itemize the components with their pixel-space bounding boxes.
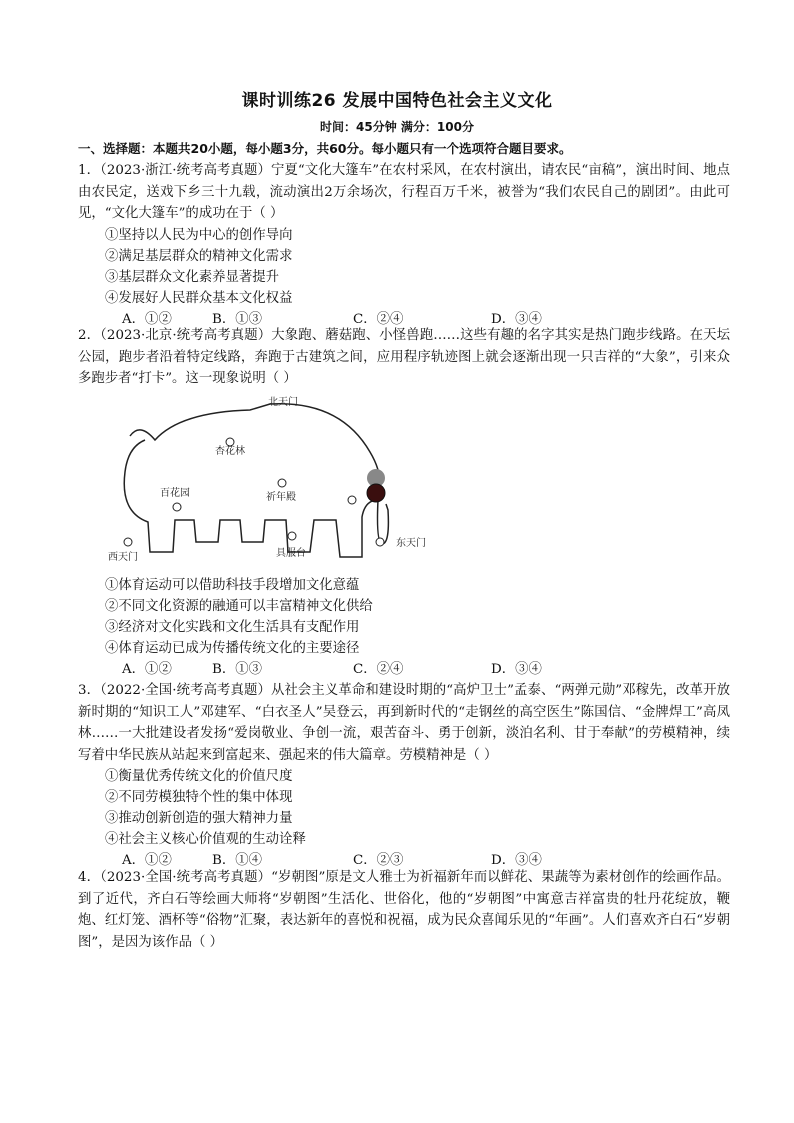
statement-option: ②不同劳模独特个性的集中体现: [105, 790, 293, 805]
exam-meta: 时间：45分钟 满分：100分: [320, 120, 474, 134]
choice-d[interactable]: D．③④: [491, 311, 542, 327]
statement-option: ①体育运动可以借助科技手段增加文化意蕴: [105, 578, 360, 593]
statement-option: ③基层群众文化素养显著提升: [105, 269, 280, 285]
question-3: [78, 680, 730, 872]
label-hundred-flower-garden: 百花园: [160, 488, 190, 499]
statement-option: ④社会主义核心价值观的生动诠释: [105, 832, 306, 847]
label-prayer-hall: 祈年殿: [266, 492, 296, 503]
label-west-gate: 西天门: [108, 552, 138, 563]
choice-b[interactable]: B．①③: [212, 311, 263, 327]
question-stem: 3．（2022·全国·统考高考真题）从社会主义革命和建设时期的“高炉卫士”孟泰、“两弹元勋”邓稼先，改革开放新时期的“知识工人”邓建军、“白衣圣人”吴登云，再到新时代的“走钢丝的高空医生”陈国信、“金牌焊工”高凤林……一大批建设者发扬“爱岗敬业、争创一流，艰苦奋斗、勇于创新，淡泊名利、甘于奉献”的劳模精神，续写着中华民族从站起来到富起来、强起来的伟大篇章。劳模精神是（ ）: [78, 683, 730, 763]
statement-option: ③经济对文化实践和文化生活具有支配作用: [105, 620, 360, 635]
choice-b[interactable]: B．①④: [212, 853, 263, 868]
statement-option: ②满足基层群众的精神文化需求: [105, 248, 293, 264]
location-dot: [348, 496, 356, 504]
location-dot: [376, 538, 384, 546]
question-stem: 1．（2023·浙江·统考高考真题）宁夏“文化大篷车”在农村采风，在农村演出，请农民“亩稿”，演出时间、地点由农民定，送戏下乡三十九载，流动演出2万余场次，行程百万千米，被誉为“我们农民自己的剧团”。由此可见，“文化大篷车”的成功在于（ ）: [78, 163, 730, 221]
location-dot: [288, 532, 296, 540]
statement-option: ③推动创新创造的强大精神力量: [105, 811, 293, 826]
statement-option: ②不同文化资源的融通可以丰富精神文化供给: [105, 599, 373, 614]
end-marker: [367, 484, 385, 502]
question-2: [78, 325, 730, 390]
choice-a[interactable]: A．①②: [122, 662, 172, 677]
question-1: [78, 160, 730, 331]
choice-b[interactable]: B．①③: [212, 662, 263, 677]
location-dot: [124, 538, 132, 546]
statement-option: ④发展好人民群众基本文化权益: [105, 290, 293, 306]
choice-c[interactable]: C．②④: [353, 311, 404, 327]
running-route-path: [124, 404, 388, 557]
choice-d[interactable]: D．③④: [491, 662, 542, 677]
statement-option: ①衡量优秀传统文化的价值尺度: [105, 769, 293, 784]
question-4: [78, 867, 730, 953]
label-east-gate: 东天门: [396, 538, 426, 549]
label-north-gate: 北天门: [268, 397, 298, 408]
question-stem: 4．（2023·全国·统考高考真题）“岁朝图”原是文人雅士为祈福新年而以鲜花、果蔬等为素材创作的绘画作品。到了近代，齐白石等绘画大师将“岁朝图”生活化、世俗化，他的“岁朝图”中寓意吉祥富贵的牡丹花绽放，鞭炮、红灯笼、酒杯等“俗物”汇聚，表达新年的喜悦和祝福，成为民众喜闻乐见的“年画”。人们喜欢齐白石“岁朝图”，是因为该作品（ ）: [78, 870, 730, 950]
label-altar: 具服台: [276, 548, 306, 559]
choice-c[interactable]: C．②③: [353, 853, 404, 868]
question-2-options: [78, 575, 730, 681]
choice-c[interactable]: C．②④: [353, 662, 404, 677]
answer-choices: [78, 659, 730, 681]
page-title: 课时训练26 发展中国特色社会主义文化: [241, 91, 553, 111]
question-stem: 2．（2023·北京·统考高考真题）大象跑、蘑菇跑、小怪兽跑……这些有趣的名字其实是热门跑步线路。在天坛公园，跑步者沿着特定线路，奔跑于古建筑之间，应用程序轨迹图上就会逐渐出现一只吉祥的“大象”，引来众多跑步者“打卡”。这一现象说明（ ）: [78, 328, 730, 386]
location-dot: [173, 503, 181, 511]
section-header: 一、选择题：本题共20小题，每小题3分，共60分。每小题只有一个选项符合题目要求。: [78, 141, 572, 156]
statement-option: ①坚持以人民为中心的创作导向: [105, 227, 293, 243]
label-apricot-grove: 杏花林: [215, 446, 245, 457]
choice-a[interactable]: A．①②: [122, 311, 172, 327]
choice-d[interactable]: D．③④: [491, 853, 542, 868]
choice-a[interactable]: A．①②: [122, 853, 172, 868]
elephant-route-map: [100, 392, 440, 572]
statement-option: ④体育运动已成为传播传统文化的主要途径: [105, 641, 360, 656]
location-dot: [278, 479, 286, 487]
location-dot: [226, 438, 234, 446]
